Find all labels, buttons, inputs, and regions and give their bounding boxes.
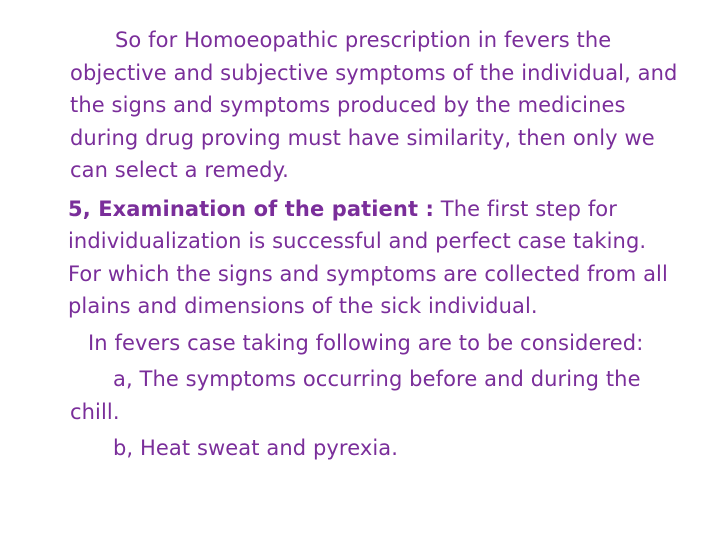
examination-heading: 5, Examination of the patient :	[68, 196, 434, 221]
list-item: b, Heat sweat and pyrexia.	[113, 436, 399, 460]
list-item: a, The symptoms occurring before and during the chill.	[70, 367, 641, 424]
examination-text: The first step for individualization is successful and perfect case taking. For which the signs and symptoms are collected from all plains and dimensions of the sick individual.	[68, 196, 668, 318]
intro-paragraph: So for Homoeopathic prescription in fevers the objective and subjective symptoms of the individual, and the signs and symptoms produced by the medicines during drug proving must have similarity, then only we can select a remedy.	[70, 28, 678, 182]
considerations-paragraph: In fevers case taking following are to be considered:	[88, 330, 644, 355]
body-text	[70, 24, 685, 465]
examination-paragraph	[68, 193, 685, 323]
